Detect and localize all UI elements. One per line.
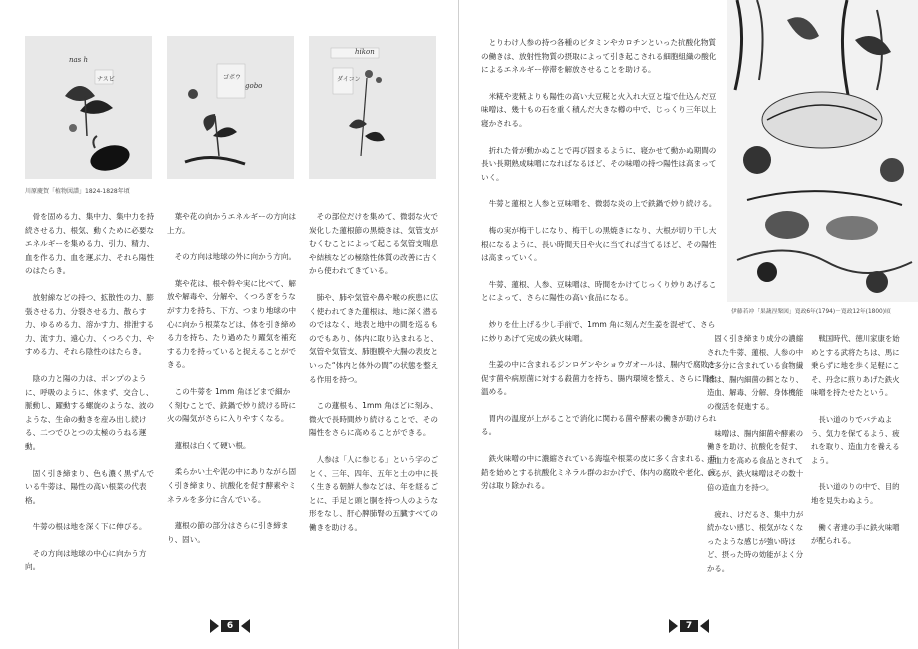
page-number-right	[664, 617, 714, 635]
paragraph: 働く者達の手に鉄火味噌が配られる。	[811, 522, 900, 546]
paragraph: 牛蒡の根は地を深く下に伸びる。	[32, 522, 147, 532]
paragraph: 胃内の温度が上がることで消化に関わる菌や酵素の働きが助けられる。	[481, 413, 717, 437]
paragraph: 放射線などの持つ、拡散性の力、膨張させる力、分裂させる力、散らす力、ゆるめる力、溶かす力、排泄する力、流す力、遠心力、くつろぐ力、やすめる力、それら陰性のはたらき。	[25, 292, 155, 357]
figure-caption: 川原慶賀「植物図譜」1824-1828年頃	[25, 188, 130, 195]
eggplant-illustration	[25, 36, 152, 179]
text-column-1	[25, 210, 155, 587]
painting-caption: 伊藤若冲「果蔬涅槃図」寛政6年(1794)－寛政12年(1800)頃	[731, 309, 891, 315]
figure-burdock	[167, 36, 294, 179]
paragraph: 疲れ、けだるさ、集中力が続かない感じ、根気がなくなったような感じが強い時ほど、摂った時の効能がよく分かる。	[707, 509, 804, 573]
paragraph: 固く引き締まり、色も濃く黒ずんでいる牛蒡は、陽性の高い根菜の代表格。	[25, 468, 155, 505]
paragraph: とりわけ人参の持つ各種のビタミンやカロチンといった抗酸化物質の働きは、放射性物質の摂取によって引き起こされる細胞組織の酸化によるエネルギー停滞を解放させることを助ける。	[481, 38, 717, 75]
text-column-6	[811, 332, 901, 561]
paragraph: 蓮根は白くて硬い根。	[174, 440, 251, 450]
ornament-right-icon	[241, 619, 250, 633]
paragraph: 折れた骨が動かぬことで再び固まるように、寝かせて動かぬ期間の長い長期熟成味噌になればなるほど、その味噌の持つ陽性は高まっていく。	[481, 145, 717, 182]
paragraph: 牛蒡と蓮根と人参と豆味噌を、微弱な炎の上で鉄鍋で炒り続ける。	[488, 199, 717, 209]
paragraph: 肺や、肺や気管や鼻や喉の疾患に広く使われてきた蓮根は、地に深く潜るのではなく、地表と地中の間を巡るものでもあり、体内に取り込まれると、気管や気管支、肺胞膜や大腸の表皮といった“体内と体外の間”の状態を整える作用を持つ。	[309, 292, 439, 384]
figure-eggplant	[25, 36, 152, 179]
burdock-illustration	[167, 36, 294, 179]
paragraph: 戦国時代、徳川家康を始めとする武将たちは、馬に乗らずに地を歩く足軽にこそ、丹念に煎りあげた鉄火味噌を持たせたという。	[811, 334, 900, 398]
page-number-left	[205, 617, 255, 635]
page-number: 6	[221, 620, 239, 632]
paragraph: その方向は地球の中心に向かう方向。	[25, 548, 147, 572]
figure-vegetable-nirvana	[727, 0, 918, 302]
paragraph: 陰の力と陽の力は、ポンプのように、呼吸のように、休まず、交合し、脈動し、躍動する螺旋のような、波のような、生命の動きを産み出し続ける、二つでひとつの太極のうねる運動。	[25, 373, 155, 451]
figure-daikon	[309, 36, 436, 179]
ornament-left-icon	[210, 619, 219, 633]
ornament-right-icon	[700, 619, 709, 633]
paragraph: 人参は「人に参じる」という字のごとく、三年、四年、五年と土の中に長く生きる朝鮮人参などは、年を経るごとに、手足と頭と胴を持つ人のような形をなし、肝心脾肺腎の五臓すべての働きを助ける。	[309, 454, 439, 532]
paragraph: 葉や花は、根や幹や実に比べて、解放や解毒や、分解や、くつろぎをうながす力を持ち、下方、つまり地球の中心に向かう根菜などは、体を引き締める力を持ち、たり過めたり躍気を補充する力を持っていると捉えることができる。	[167, 278, 297, 370]
paragraph: 蓮根の節の部分はさらに引き締まり、固い。	[167, 521, 289, 544]
paragraph: 鉄火味噌の中に濃縮されている海塩や根菜の皮に多く含まれる、亜鉛を始めとする抗酸化ミネラル群のおかげで、体内の腐敗や老化、疲労は取り除かれる。	[481, 454, 717, 491]
paragraph: その方向は地球の外に向かう方向。	[174, 252, 297, 262]
paragraph: 味噌は、腸内細菌や酵素の働きを助け、抗酸化を促す、造血力を高める食品とされているが、鉄火味噌はその数十倍の造血力を持つ。	[707, 428, 804, 492]
paragraph: 米糀や麦糀よりも陽性の高い大豆糀と火入れ大豆と塩で仕込んだ豆味噌は、幾十もの石を重く積んだ大きな樽の中で、じっくり三年以上寝かされる。	[481, 91, 717, 128]
text-column-3	[309, 210, 439, 547]
paragraph: 柔らかい土や泥の中にありながら固く引き締まり、抗酸化を促す酵素やミネラルを多分に含んでいる。	[167, 467, 297, 504]
paragraph: 炒りを仕上げる少し手前で、1mm 角に刻んだ生姜を混ぜて、さらに炒りあげて完成の鉄火味噌。	[481, 319, 716, 343]
fig-label-kana: ゴボウ	[223, 74, 242, 81]
paragraph: その部位だけを集めて、微弱な火で炭化した蓮根節の黒焼きは、気管支がむくむことによって起こる気管支喘息や結核などの極陰性体質の改善に古くから使われてきている。	[309, 212, 439, 276]
paragraph: この蓮根も、1mm 角ほどに刻み、微火で長時間炒り続けることで、その陽性をさらに高めることができる。	[309, 401, 438, 438]
paragraph: 長い道のりの中で、目的地を見失わぬよう。	[811, 482, 900, 505]
right-page	[459, 0, 918, 649]
paragraph: 生姜の中に含まれるジンロゲンやショウガオールは、腸内で腐敗を促す菌や病原菌に対する殺菌力を持ち、腸内環境を整え、さらに胃を温める。	[481, 360, 717, 397]
page-number: 7	[680, 620, 698, 632]
fig-label-latin: hikon	[355, 48, 375, 56]
paragraph: 固く引き締まり成分の濃縮された牛蒡、蓮根、人参の中に多分に含まれている食物繊維は、腸内細菌の餌となり、造血、解毒、分解、身体機能の復活を促進する。	[707, 334, 804, 411]
fig-label-latin: nas h	[69, 56, 89, 64]
fig-label-kana: ナスビ	[97, 76, 115, 83]
fig-label-latin: gobo	[245, 82, 263, 90]
text-column-5	[707, 332, 807, 589]
vegetable-nirvana-painting	[727, 0, 918, 302]
text-column-4	[481, 36, 717, 506]
fig-label-kana: ダイコン	[337, 76, 361, 83]
paragraph: 牛蒡、蓮根、人参、豆味噌は、時間をかけてじっくり炒りあげることによって、さらに陽性の高い食品になる。	[481, 279, 717, 303]
paragraph: この牛蒡を 1mm 角ほどまで細かく刻むことで、鉄鍋で炒り続ける時に火の陽気がさらに入りやすくなる。	[167, 386, 296, 424]
paragraph: 長い道のりでバテぬよう、気力を保てるよう、疲れを取り、造血力を養えるよう。	[811, 414, 900, 465]
ornament-left-icon	[669, 619, 678, 633]
paragraph: 骨を固める力、集中力、集中力を持続させる力、根気、動くために必要なエネルギーを集める力、引力、精力、血を作る力、血を運ぶ力、それら陽性のはたらき。	[25, 212, 155, 276]
paragraph: 葉や花の向かうエネルギーの方向は上方。	[167, 212, 297, 235]
paragraph: 梅の実が梅干しになり、梅干しの黒焼きになり、大根が切り干し大根になるように、長い時間天日や火に当てれば当てるほど、その陽性は高まっていく。	[481, 225, 717, 263]
daikon-illustration	[309, 36, 436, 179]
text-column-2	[167, 210, 297, 559]
